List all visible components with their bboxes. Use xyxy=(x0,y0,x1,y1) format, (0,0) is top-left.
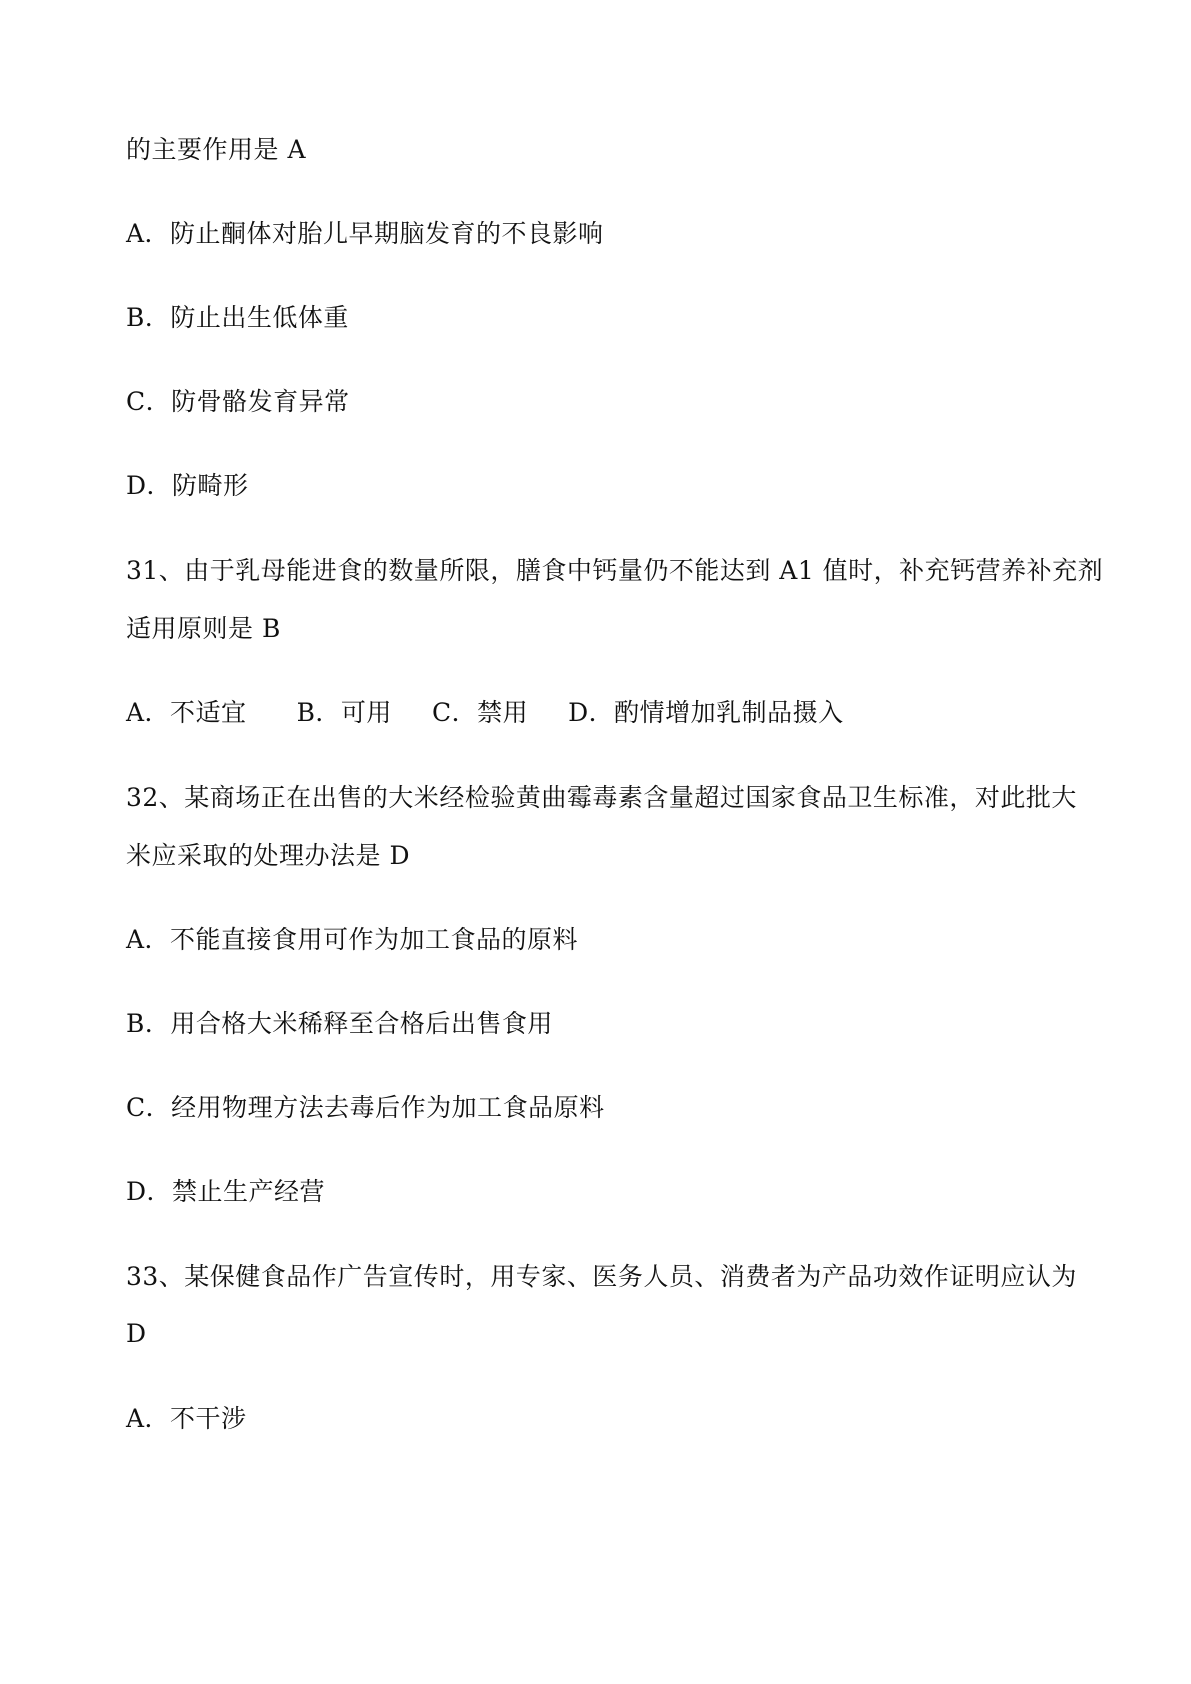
question-32-option-b: B．用合格大米稀释至合格后出售食用 xyxy=(126,1009,553,1038)
question-30-option-c: C．防骨骼发育异常 xyxy=(126,387,350,416)
question-31-option-b: B．可用 xyxy=(296,698,392,727)
question-32-stem-line-1: 32、某商场正在出售的大米经检验黄曲霉毒素含量超过国家食品卫生标准，对此批大 xyxy=(126,783,1077,812)
question-30-option-b: B．防止出生低体重 xyxy=(126,303,349,332)
question-32-option-c: C．经用物理方法去毒后作为加工食品原料 xyxy=(126,1093,605,1122)
question-31-option-c: C．禁用 xyxy=(431,698,529,727)
question-31-stem-line-2: 适用原则是 B xyxy=(126,614,281,643)
question-33-stem-line-2: D xyxy=(126,1319,147,1348)
question-33-stem-line-1: 33、某保健食品作广告宣传时，用专家、医务人员、消费者为产品功效作证明应认为 xyxy=(126,1262,1077,1291)
question-31-options xyxy=(126,697,844,729)
question-32-stem-line-2: 米应采取的处理办法是 D xyxy=(126,841,410,870)
question-33-option-a: A．不干涉 xyxy=(126,1404,247,1433)
question-31-stem-line-1: 31、由于乳母能进食的数量所限，膳食中钙量仍不能达到 A1 值时，补充钙营养补充剂 xyxy=(126,556,1104,585)
question-30-option-a: A．防止酮体对胎儿早期脑发育的不良影响 xyxy=(126,219,604,248)
question-30-stem-end: 的主要作用是 A xyxy=(126,135,307,164)
question-30-option-d: D．防畸形 xyxy=(126,471,249,500)
question-32-option-a: A．不能直接食用可作为加工食品的原料 xyxy=(126,925,579,954)
question-32-option-d: D．禁止生产经营 xyxy=(126,1177,326,1206)
question-31-option-a: A．不适宜 xyxy=(126,698,247,727)
question-31-option-d: D．酌情增加乳制品摄入 xyxy=(568,698,844,727)
